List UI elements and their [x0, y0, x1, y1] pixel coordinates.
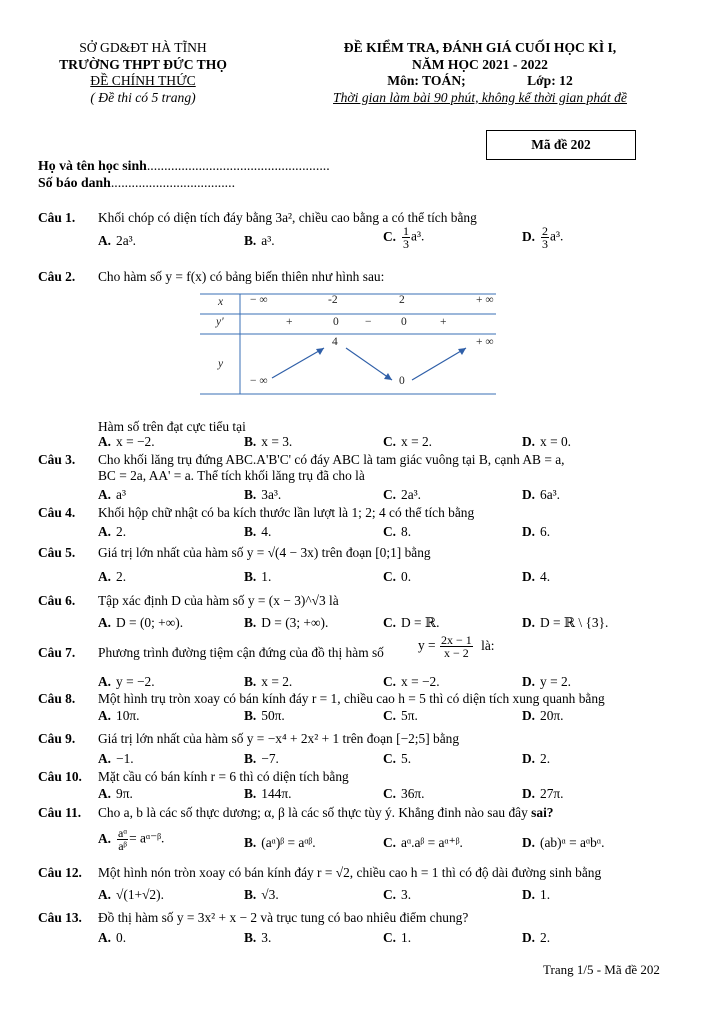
- question-text: Khối hộp chữ nhật có ba kích thước lần lượt là 1; 2; 4 có thể tích bằng: [98, 505, 475, 520]
- answer-b: B. √3.: [244, 887, 279, 902]
- answer-b: B. 50π.: [244, 708, 285, 723]
- answer-d: D. 2.: [522, 930, 551, 945]
- answer-c: C. 5.: [383, 751, 412, 766]
- question-number: Câu 6.: [38, 593, 76, 608]
- question-text: Tập xác định D của hàm số y = (x − 3)^√3 là: [98, 593, 339, 608]
- question-text: Giá trị lớn nhất của hàm số y = √(4 − 3x) trên đoạn [0;1] bằng: [98, 545, 431, 560]
- question-number: Câu 11.: [38, 805, 82, 820]
- exam-code-box: Mã đề 202: [486, 130, 636, 160]
- answer-b: B. D = (3; +∞).: [244, 615, 329, 630]
- answer-a: A. $\frac{\text{aᵅ}}{\text{aᵝ}}$ = aᵅ⁻ᵝ.: [98, 826, 165, 853]
- answer-a: A. a³: [98, 487, 126, 502]
- answer-c: C. x = 2.: [383, 434, 433, 449]
- header-right: [305, 40, 655, 106]
- answer-a: A. 2.: [98, 569, 127, 584]
- sign: 0: [401, 316, 407, 328]
- question-text: Khối chóp có diện tích đáy bằng 3a², chiều cao bằng a có thể tích bằng: [98, 210, 477, 225]
- answer-row: [98, 785, 698, 803]
- y-value: 0: [399, 375, 405, 387]
- answer-b: B. x = 2.: [244, 674, 293, 689]
- question-text: Mặt cầu có bán kính r = 6 thì có diện tích bằng: [98, 769, 349, 784]
- answer-c: C. $\frac{1}{3}$ a³.: [383, 224, 425, 251]
- answer-a: A. 0.: [98, 930, 127, 945]
- answer-c: C. x = −2.: [383, 674, 440, 689]
- question-number: Câu 4.: [38, 505, 76, 520]
- answer-d: D. 20π.: [522, 708, 564, 723]
- answer-row: [98, 886, 698, 904]
- sign: +: [286, 316, 293, 328]
- subject-grade: [305, 73, 655, 90]
- question-number: Câu 10.: [38, 769, 82, 784]
- answer-b: B. −7.: [244, 751, 279, 766]
- question-text: Cho hàm số y = f(x) có bảng biến thiên như hình sau:: [98, 269, 385, 284]
- question-text: Một hình nón tròn xoay có bán kính đáy r = √2, chiều cao h = 1 thì có độ dài đường sinh bằng: [98, 865, 602, 880]
- student-id-line: [38, 174, 330, 191]
- answer-d: D. D = ℝ \ {3}.: [522, 615, 609, 630]
- answer-d: D. $\frac{2}{3}$ a³.: [522, 224, 564, 251]
- answer-row: [98, 486, 698, 504]
- question-number: Câu 12.: [38, 865, 82, 880]
- student-id-dots: ....................................: [110, 175, 236, 190]
- answer-row: [98, 826, 698, 853]
- x-value: − ∞: [250, 294, 268, 306]
- question-number: Câu 13.: [38, 910, 82, 925]
- answer-a: A. D = (0; +∞).: [98, 615, 184, 630]
- answer-b: B. 144π.: [244, 786, 292, 801]
- answer-a: A. 2a³.: [98, 233, 137, 248]
- page-count-note: ( Đề thi có 5 trang): [90, 89, 196, 105]
- student-info: [38, 157, 330, 191]
- question-number: Câu 8.: [38, 691, 76, 706]
- header-left: [28, 40, 258, 106]
- answer-c: C. 2a³.: [383, 487, 422, 502]
- answer-row: [98, 929, 698, 947]
- answer-a: A. −1.: [98, 751, 134, 766]
- exam-title: ĐỀ KIỂM TRA, ĐÁNH GIÁ CUỐI HỌC KÌ I,: [343, 40, 617, 55]
- answer-b: B. 3.: [244, 930, 272, 945]
- student-name-dots: .....................................................: [146, 158, 330, 173]
- y-value: − ∞: [250, 375, 268, 387]
- fraction: $\frac{\text{aᵅ}}{\text{aᵝ}}$: [118, 826, 128, 853]
- answer-b: B. x = 3.: [244, 434, 293, 449]
- answer-b: B. (aᵅ)ᵝ = aᵅᵝ.: [244, 835, 316, 850]
- x-value: -2: [328, 294, 338, 306]
- school-name: TRƯỜNG THPT ĐỨC THỌ: [59, 56, 227, 72]
- question-text: Phương trình đường tiệm cận đứng của đồ thị hàm số y = $\frac{2x - 1}{x - 2}$ là:: [98, 633, 495, 660]
- student-name-line: [38, 157, 330, 174]
- question-text: Đồ thị hàm số y = 3x² + x − 2 và trục tung có bao nhiêu điểm chung?: [98, 910, 469, 925]
- answer-row: [98, 433, 698, 451]
- variation-table-grid: [200, 290, 500, 400]
- sign: −: [365, 316, 372, 328]
- answer-c: C. 36π.: [383, 786, 425, 801]
- increasing-arrow: [412, 348, 466, 380]
- fraction: $\frac{2}{3}$: [542, 224, 549, 251]
- answer-d: D. 27π.: [522, 786, 564, 801]
- fraction: $\frac{1}{3}$: [403, 224, 410, 251]
- answer-c: C. 1.: [383, 930, 412, 945]
- fraction: $\frac{2x - 1}{x - 2}$: [440, 633, 472, 660]
- page-footer: Trang 1/5 - Mã đề 202: [543, 962, 660, 977]
- y-value: + ∞: [476, 336, 494, 348]
- question-text-continued: BC = 2a, AA' = a. Thể tích khối lăng trụ đã cho là: [98, 468, 365, 483]
- question-number: Câu 5.: [38, 545, 76, 560]
- x-value: + ∞: [476, 294, 494, 306]
- question-text: Cho a, b là các số thực dương; α, β là các số thực tùy ý. Khẳng đinh nào sau đây sai?: [98, 805, 554, 820]
- question-text: Giá trị lớn nhất của hàm số y = −x⁴ + 2x² + 1 trên đoạn [−2;5] bằng: [98, 731, 460, 746]
- answer-c: C. D = ℝ.: [383, 615, 440, 630]
- sign: +: [440, 316, 447, 328]
- school-year: NĂM HỌC 2021 - 2022: [412, 56, 548, 72]
- answer-row: [98, 750, 698, 768]
- increasing-arrow: [272, 348, 324, 378]
- answer-d: D. 6.: [522, 524, 551, 539]
- arrowhead: [384, 373, 392, 380]
- answer-c: C. aᵅ.aᵝ = aᵅ⁺ᵝ.: [383, 835, 463, 850]
- answer-row: [98, 707, 698, 725]
- official-exam-label: ĐỀ CHÍNH THỨC: [90, 73, 196, 88]
- answer-d: D. 2.: [522, 751, 551, 766]
- answer-d: D. x = 0.: [522, 434, 572, 449]
- subject: Môn: TOÁN;: [387, 73, 466, 88]
- answer-d: D. 6a³.: [522, 487, 561, 502]
- answer-a: A. 2.: [98, 524, 127, 539]
- question-number: Câu 2.: [38, 269, 76, 284]
- variation-table: [200, 290, 500, 400]
- answer-row: [98, 673, 698, 691]
- function-expression: y = $\frac{2x - 1}{x - 2}$ là:: [418, 633, 495, 660]
- answer-b: B. 4.: [244, 524, 272, 539]
- answer-b: B. 3a³.: [244, 487, 282, 502]
- answer-d: D. (ab)ᵅ = aᵅbᵅ.: [522, 835, 605, 850]
- answer-a: A. 9π.: [98, 786, 133, 801]
- answer-b: B. a³.: [244, 233, 275, 248]
- answer-b: B. 1.: [244, 569, 272, 584]
- question-text: Cho khối lăng trụ đứng ABC.A'B'C' có đáy ABC là tam giác vuông tại B, cạnh AB = a,: [98, 452, 565, 467]
- decreasing-arrow: [346, 348, 392, 380]
- question-number: Câu 7.: [38, 645, 76, 660]
- answer-row: [98, 523, 698, 541]
- answer-d: D. 1.: [522, 887, 551, 902]
- question-number: Câu 1.: [38, 210, 76, 225]
- time-note: Thời gian làm bài 90 phút, không kể thời gian phát đề: [333, 89, 627, 105]
- department-name: SỞ GD&ĐT HÀ TĨNH: [79, 40, 207, 55]
- student-id-label: Số báo danh: [38, 175, 111, 190]
- y-value: 4: [332, 336, 338, 348]
- question-text: Hàm số trên đạt cực tiểu tại: [98, 419, 246, 434]
- answer-row: [98, 614, 698, 632]
- y-label: y: [218, 358, 224, 370]
- question-number: Câu 3.: [38, 452, 76, 467]
- sign: 0: [333, 316, 339, 328]
- answer-c: C. 8.: [383, 524, 412, 539]
- question-number: Câu 9.: [38, 731, 76, 746]
- answer-row: [98, 568, 698, 586]
- answer-row: [98, 224, 698, 251]
- answer-d: D. 4.: [522, 569, 551, 584]
- answer-c: C. 0.: [383, 569, 412, 584]
- question-text: Một hình trụ tròn xoay có bán kính đáy r = 1, chiều cao h = 5 thì có diện tích xung quanh bằng: [98, 691, 605, 706]
- answer-a: A. y = −2.: [98, 674, 155, 689]
- answer-d: D. y = 2.: [522, 674, 572, 689]
- answer-a: A. √(1+√2).: [98, 887, 164, 902]
- grade: Lớp: 12: [527, 73, 573, 88]
- answer-a: A. 10π.: [98, 708, 140, 723]
- answer-a: A. x = −2.: [98, 434, 155, 449]
- yprime-label: y': [216, 316, 224, 328]
- student-name-label: Họ và tên học sinh: [38, 158, 147, 173]
- answer-c: C. 3.: [383, 887, 412, 902]
- x-label: x: [218, 296, 224, 308]
- answer-c: C. 5π.: [383, 708, 418, 723]
- x-value: 2: [399, 294, 405, 306]
